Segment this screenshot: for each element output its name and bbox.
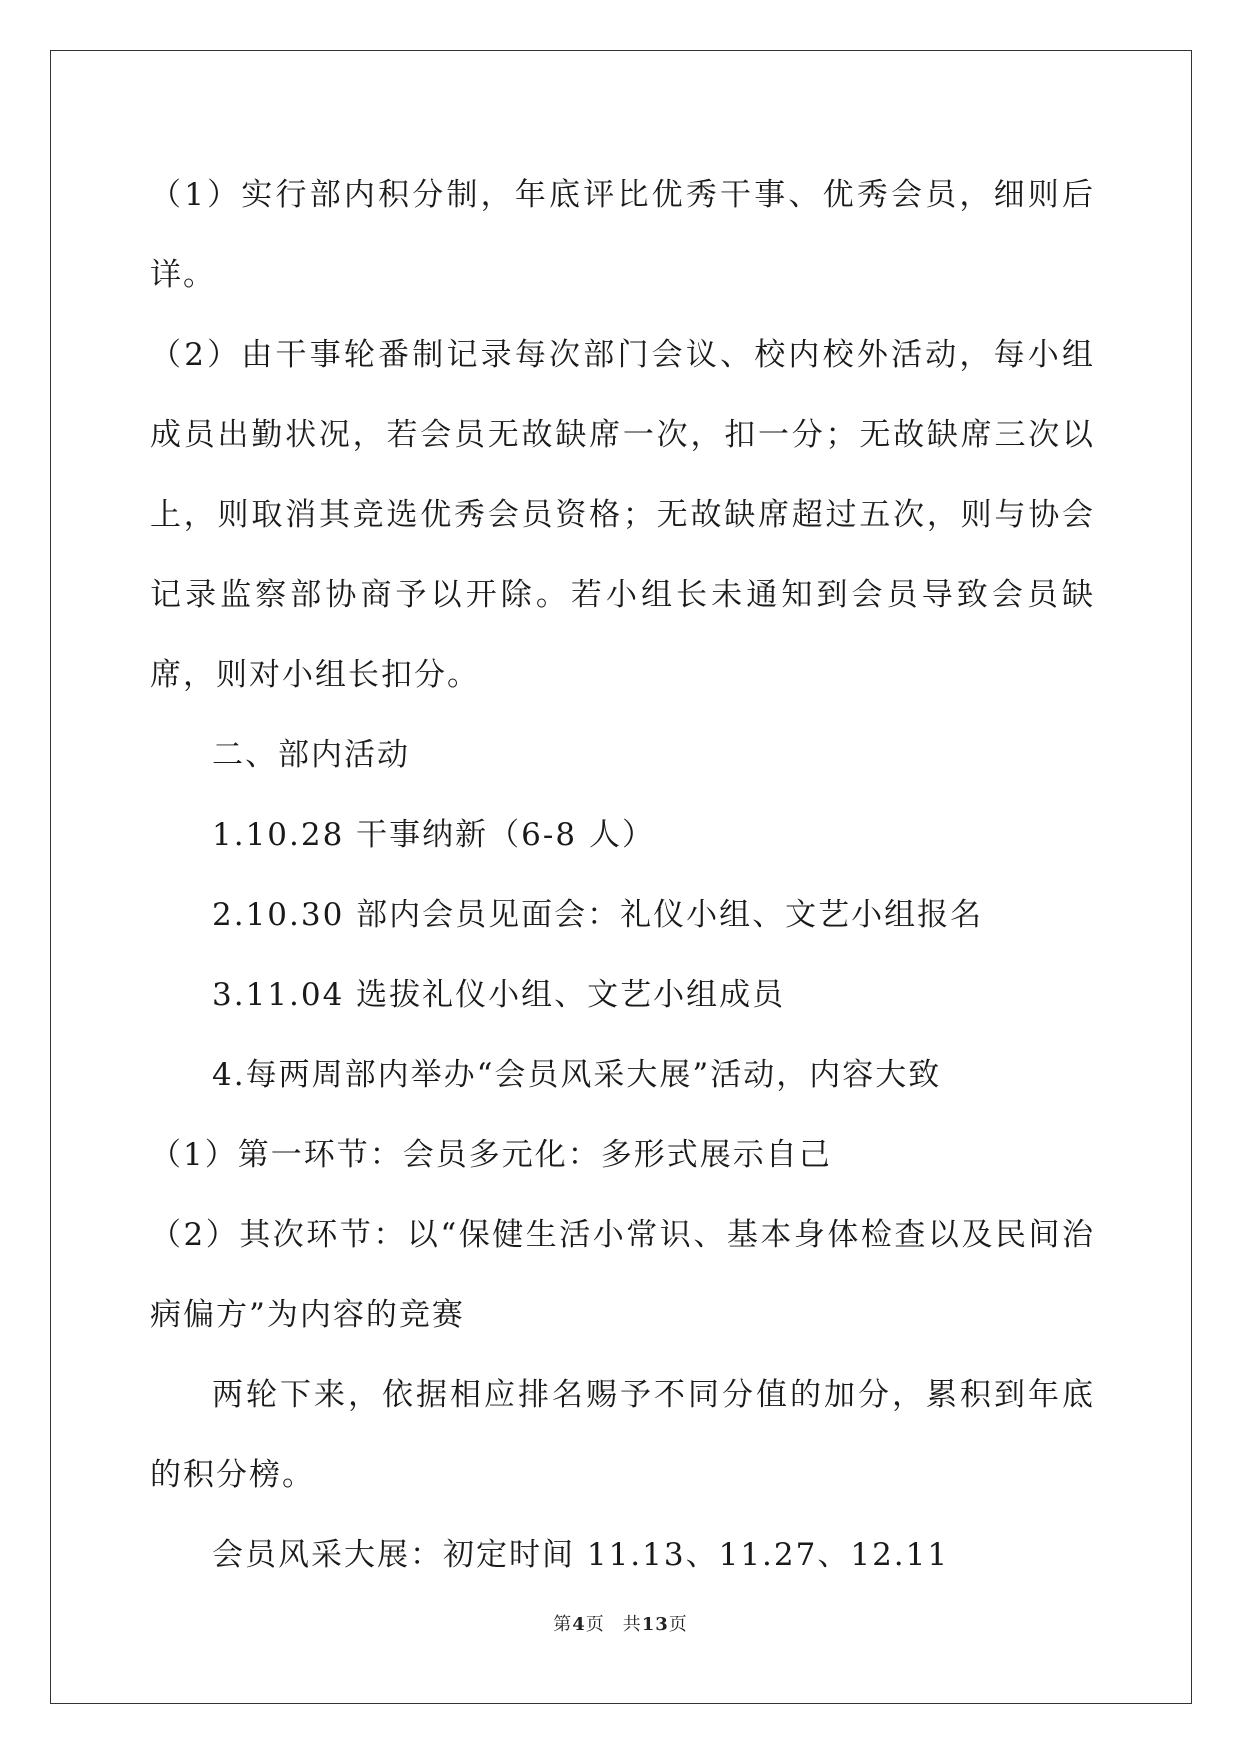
total-pages-number: 13 bbox=[641, 1614, 669, 1635]
sub-item-second-round: （2）其次环节：以“保健生活小常识、基本身体检查以及民间治病偏方”为内容的竞赛 bbox=[150, 1217, 1095, 1333]
paragraph-attendance-record: （2）由干事轮番制记录每次部门会议、校内校外活动，每小组成员出勤状况，若会员无故缺席一次，扣一分；无故缺席三次以上，则取消其竞选优秀会员资格；无故缺席超过五次，则与协会记录监察部协商予以开除。若小组长未通知到会员导致会员缺席，则对小组长扣分。 bbox=[150, 337, 1095, 693]
paragraph-scoring-system: （1）实行部内积分制，年底评比优秀干事、优秀会员，细则后详。 bbox=[150, 177, 1095, 293]
list-item-showcase: 4.每两周部内举办“会员风采大展”活动，内容大致 bbox=[212, 1057, 942, 1093]
paragraph-showcase-dates: 会员风采大展：初定时间 11.13、11.27、12.11 bbox=[212, 1537, 950, 1573]
list-item-selection: 3.11.04 选拔礼仪小组、文艺小组成员 bbox=[212, 977, 786, 1013]
footer-prefix: 第 bbox=[553, 1614, 573, 1635]
list-item-recruitment: 1.10.28 干事纳新（6-8 人） bbox=[212, 817, 655, 853]
footer-total-suffix: 页 bbox=[668, 1614, 688, 1635]
current-page-number: 4 bbox=[572, 1614, 586, 1635]
list-item-meeting: 2.10.30 部内会员见面会：礼仪小组、文艺小组报名 bbox=[212, 897, 984, 933]
page-footer bbox=[0, 1610, 1241, 1636]
section-heading-activities: 二、部内活动 bbox=[212, 737, 410, 773]
footer-total-prefix: 共 bbox=[622, 1614, 642, 1635]
paragraph-scoring-summary: 两轮下来，依据相应排名赐予不同分值的加分，累积到年底的积分榜。 bbox=[150, 1377, 1095, 1493]
footer-page-word: 页 bbox=[585, 1614, 605, 1635]
sub-item-first-round: （1）第一环节：会员多元化：多形式展示自己 bbox=[150, 1137, 832, 1173]
document-body bbox=[150, 155, 1095, 1595]
